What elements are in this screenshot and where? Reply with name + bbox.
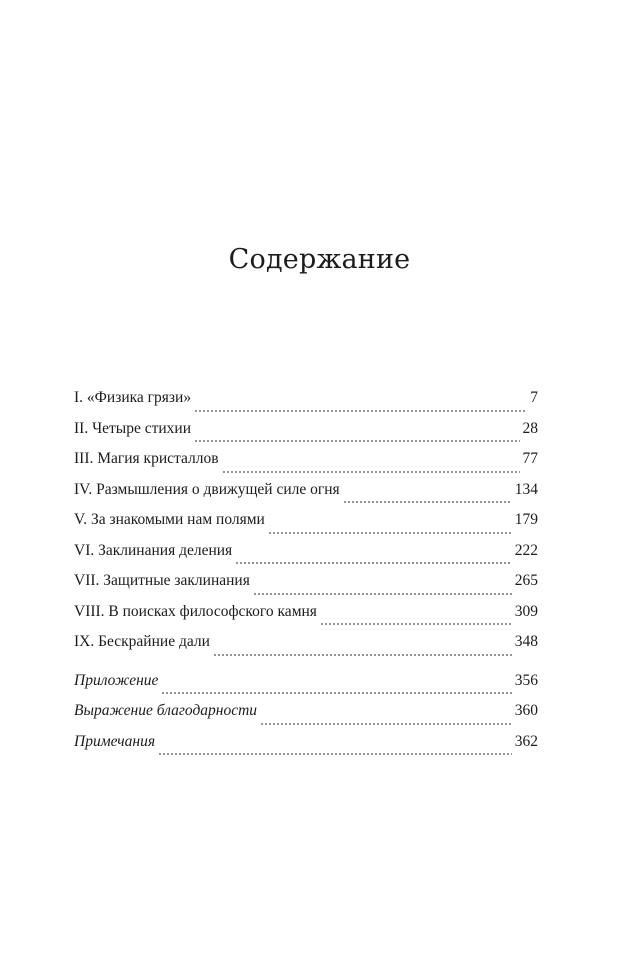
toc-entry-label: IV. Размышления о движущей силе огня xyxy=(74,480,340,498)
toc-notes xyxy=(74,732,538,763)
toc-entry-label: Примечания xyxy=(74,732,156,750)
toc-entry-label: II. Четыре стихии xyxy=(74,419,192,437)
toc-entry-label: Приложение xyxy=(74,671,159,689)
toc-page-number: 309 xyxy=(514,602,538,620)
toc-page-number: 77 xyxy=(522,450,538,467)
toc-entry-label: Выражение благодарности xyxy=(74,702,258,719)
toc-chapter-9 xyxy=(74,632,538,663)
toc-appendix xyxy=(74,671,538,702)
toc-chapter-5 xyxy=(74,510,538,541)
toc-entry-label: III. Магия кристаллов xyxy=(74,450,219,467)
toc-page-number: 356 xyxy=(514,671,538,689)
toc-chapter-1 xyxy=(74,388,538,419)
toc-page-number: 362 xyxy=(514,732,538,750)
toc-entry-label: VIII. В поисках философского камня xyxy=(74,602,317,620)
dot-leader xyxy=(194,440,519,442)
toc-chapter-2 xyxy=(74,419,538,450)
dot-leader xyxy=(320,623,512,625)
toc-acknowledgements xyxy=(74,701,538,732)
page-title: Содержание xyxy=(228,244,411,275)
toc-page-number: 28 xyxy=(522,419,538,437)
toc-entry-label: I. «Физика грязи» xyxy=(74,389,192,406)
dot-leader xyxy=(343,501,512,503)
toc-chapter-3 xyxy=(74,449,538,480)
section-gap xyxy=(74,663,538,671)
toc-chapter-7 xyxy=(74,571,538,602)
toc-chapter-4 xyxy=(74,480,538,511)
dot-leader xyxy=(158,753,512,755)
dot-leader xyxy=(268,532,512,534)
dot-leader xyxy=(213,654,512,656)
dot-leader xyxy=(260,723,512,725)
toc-page-number: 134 xyxy=(514,480,538,498)
dot-leader xyxy=(235,562,512,564)
toc-page-number: 7 xyxy=(530,389,538,406)
dot-leader xyxy=(194,410,527,412)
toc-page-number: 179 xyxy=(514,511,538,528)
toc-page-number: 222 xyxy=(514,541,538,559)
dot-leader xyxy=(161,692,511,694)
toc-entry-label: IX. Бескрайние дали xyxy=(74,633,210,650)
table-of-contents xyxy=(74,388,538,762)
toc-entry-label: VI. Заклинания деления xyxy=(74,541,233,559)
toc-chapter-8 xyxy=(74,602,538,633)
toc-chapter-6 xyxy=(74,541,538,572)
toc-entry-label: V. За знакомыми нам полями xyxy=(74,511,265,528)
toc-entry-label: VII. Защитные заклинания xyxy=(74,572,250,589)
dot-leader xyxy=(253,593,512,595)
toc-page-number: 348 xyxy=(514,633,538,650)
toc-page-number: 360 xyxy=(514,702,538,719)
dot-leader xyxy=(222,471,520,473)
toc-page-number: 265 xyxy=(514,572,538,589)
